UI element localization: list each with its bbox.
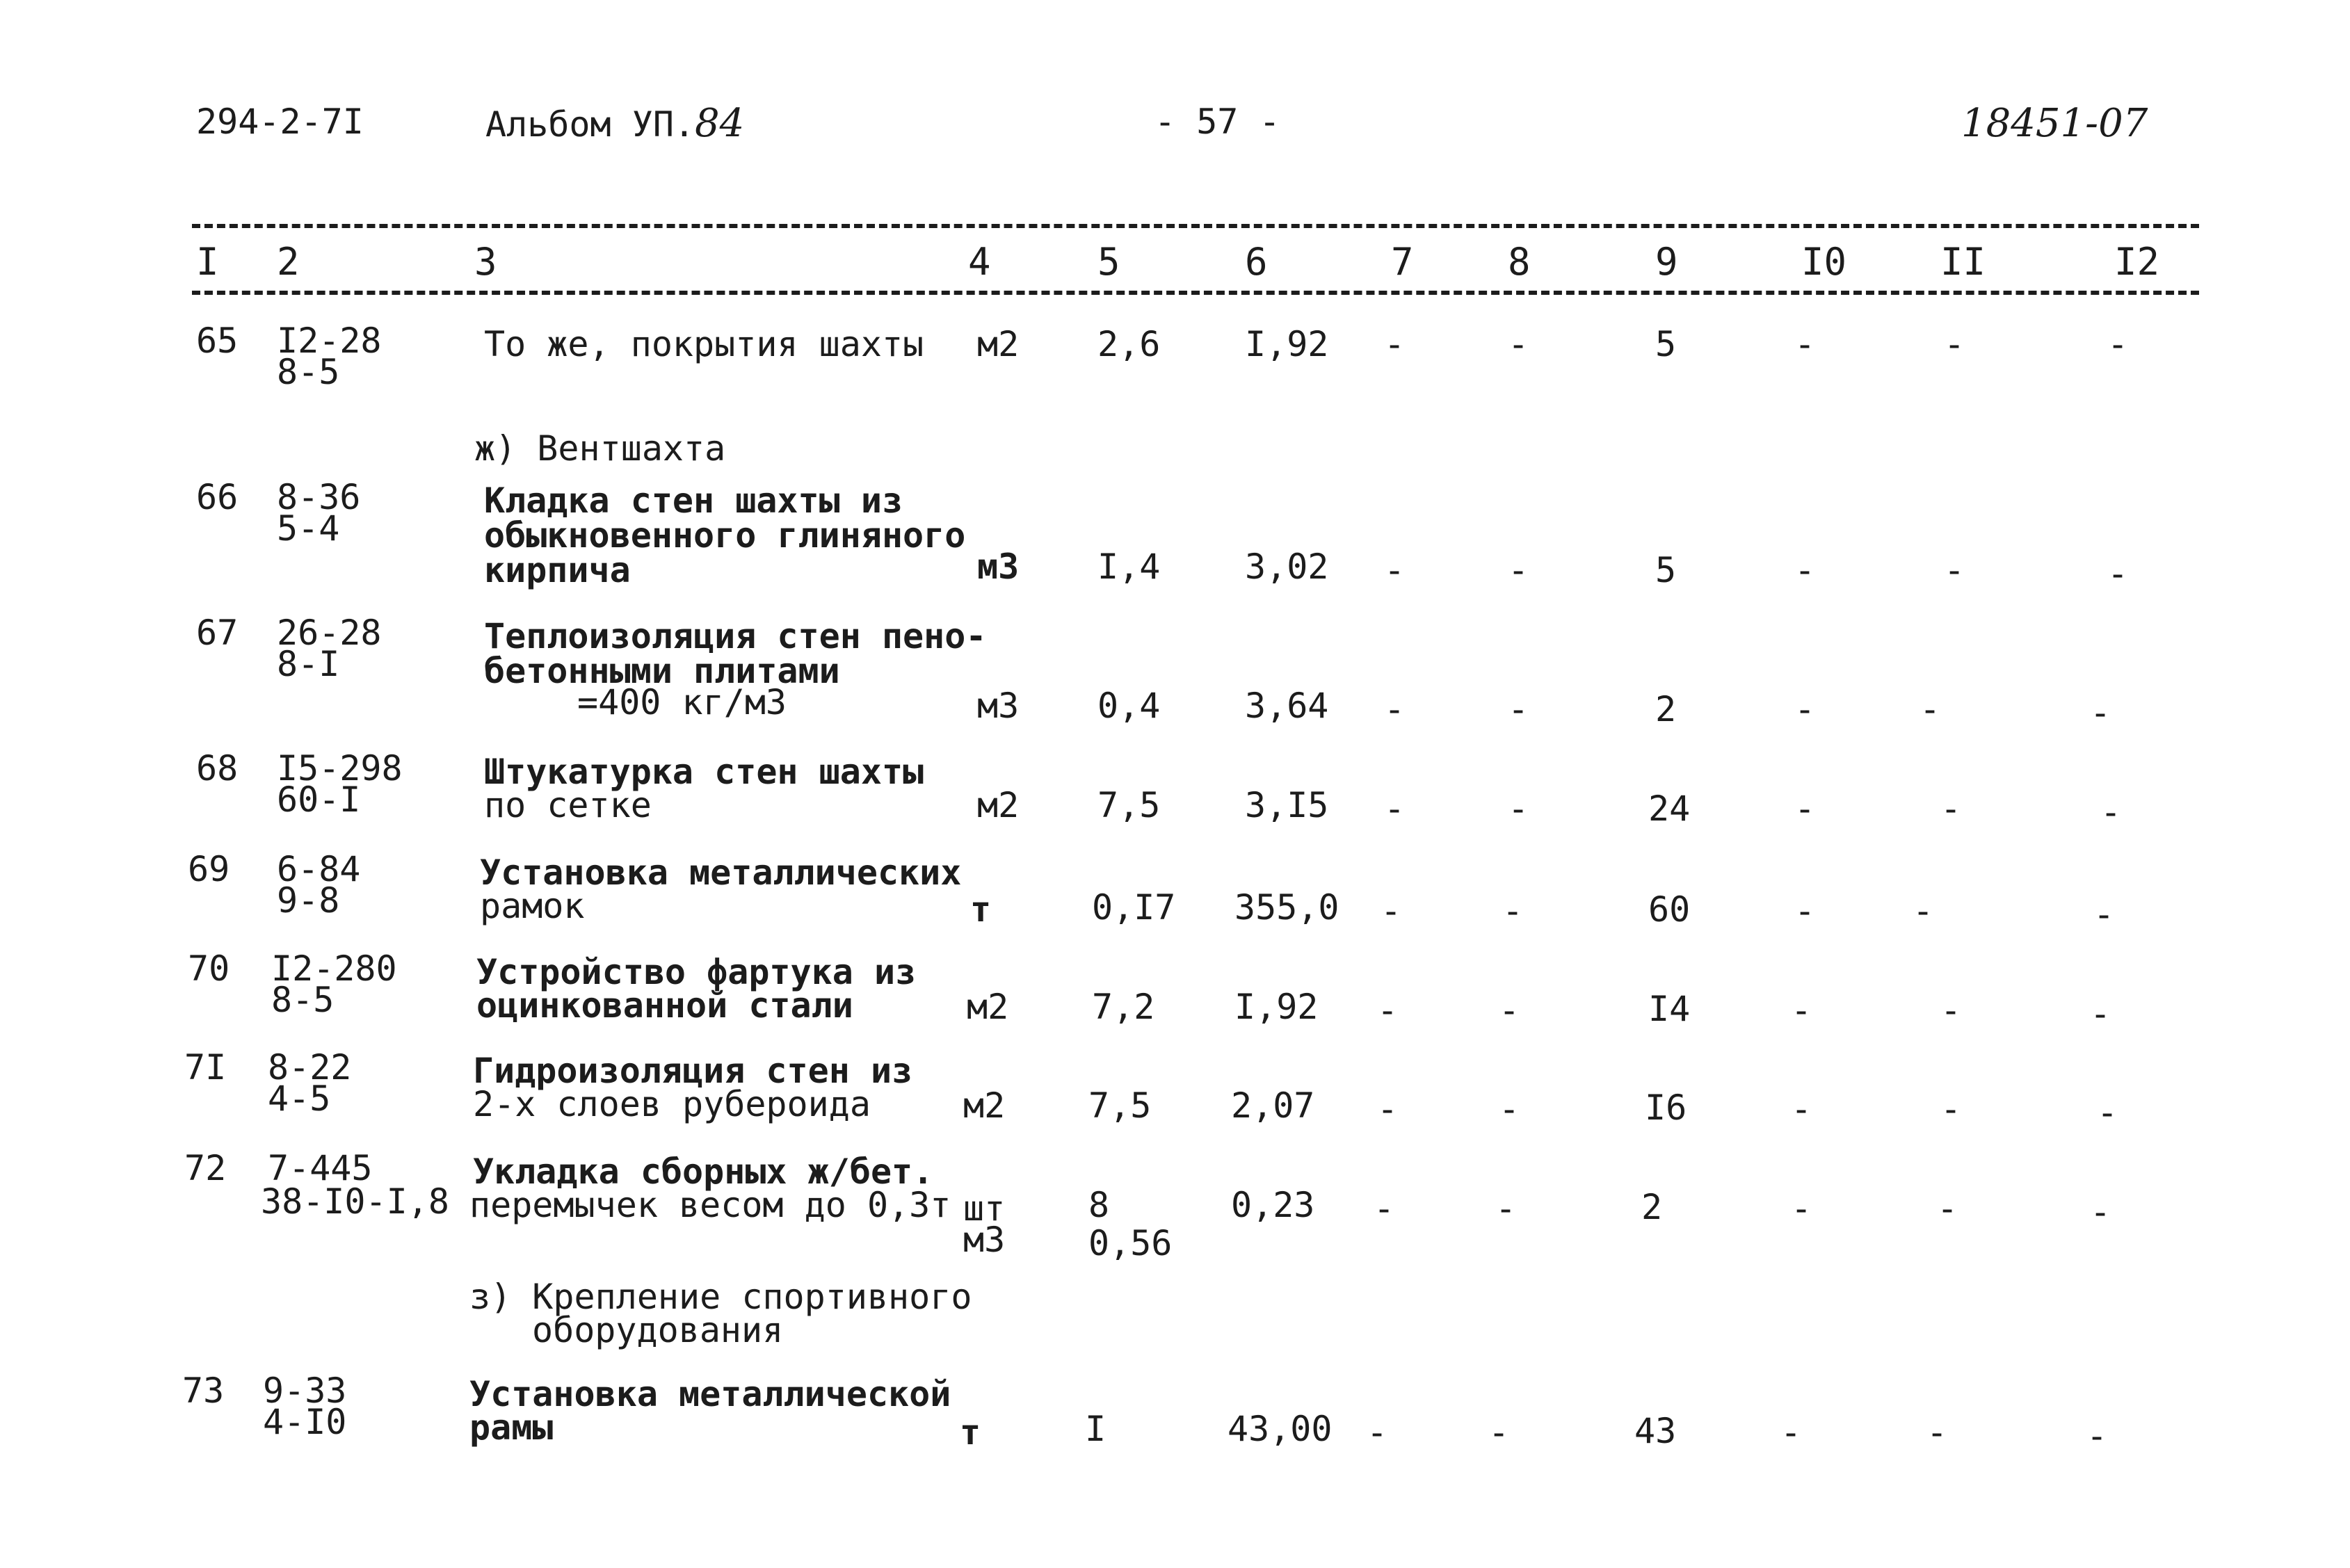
norm-code: 38-I0-I,8 <box>261 1181 449 1222</box>
col-12-value: - <box>2086 1416 2108 1456</box>
unit: м2 <box>963 1085 1006 1126</box>
col-8-value: - <box>1488 1412 1510 1453</box>
col-9-value: 24 <box>1648 789 1691 829</box>
col-header-5: 5 <box>1097 240 1120 284</box>
col-12-value: - <box>2097 1092 2118 1133</box>
col-6-value: 43,00 <box>1228 1409 1333 1449</box>
col-7-value: - <box>1384 324 1406 364</box>
col-10-value: - <box>1791 1188 1812 1229</box>
row-number: 73 <box>182 1371 225 1411</box>
col-7-value: - <box>1377 990 1399 1030</box>
col-12-value: - <box>2090 693 2111 733</box>
col-6-value: I,92 <box>1245 324 1329 364</box>
unit: м2 <box>977 785 1020 825</box>
norm-code: 6-84 <box>277 849 361 889</box>
norm-code: 4-I0 <box>263 1402 347 1442</box>
unit: м3 <box>977 686 1020 726</box>
norm-code: 8-22 <box>268 1047 352 1088</box>
col-9-value: 43 <box>1634 1411 1677 1451</box>
col-header-6: 6 <box>1245 240 1268 284</box>
quantity: I,4 <box>1097 547 1161 587</box>
doc-code: 294-2-7I <box>196 102 364 142</box>
col-11-value: - <box>1940 1089 1962 1129</box>
norm-code: 9-33 <box>263 1371 347 1411</box>
col-10-value: - <box>1780 1412 1802 1453</box>
col-12-value: - <box>2107 553 2129 594</box>
work-description: Кладка стен шахты из <box>484 480 903 521</box>
col-9-value: 2 <box>1641 1187 1663 1227</box>
section-heading-line2: оборудования <box>532 1310 784 1350</box>
col-8-value: - <box>1499 1089 1520 1129</box>
col-header-12: I2 <box>2114 240 2160 284</box>
album-title: Альбом УП. <box>485 104 695 145</box>
unit: м2 <box>967 987 1009 1027</box>
row-number: 68 <box>196 748 239 789</box>
unit: т <box>970 889 992 930</box>
col-7-value: - <box>1381 891 1402 931</box>
quantity: I <box>1085 1409 1106 1449</box>
col-11-value: - <box>1940 789 1962 829</box>
norm-code: 4-5 <box>268 1078 331 1119</box>
norm-code: I5-298 <box>277 748 403 789</box>
col-9-value: I4 <box>1648 989 1691 1029</box>
work-description: кирпича <box>484 550 631 590</box>
col-header-8: 8 <box>1508 240 1531 284</box>
section-heading: з) Крепление спортивного <box>469 1277 972 1317</box>
col-9-value: 60 <box>1648 889 1691 930</box>
col-12-value: - <box>2107 324 2129 364</box>
norm-code: 8-I <box>277 644 340 684</box>
work-description: Установка металлических <box>480 852 962 893</box>
col-header-3: 3 <box>474 240 497 284</box>
norm-code: I2-280 <box>271 948 397 989</box>
col-11-value: - <box>1926 1412 1948 1453</box>
col-11-value: - <box>1920 689 1941 729</box>
quantity: 7,2 <box>1092 987 1155 1027</box>
col-10-value: - <box>1794 789 1816 829</box>
row-number: 66 <box>196 477 239 517</box>
col-10-value: - <box>1794 324 1816 364</box>
table-top-rule <box>192 224 2199 228</box>
norm-code: 8-5 <box>277 352 340 392</box>
col-12-value: - <box>2090 994 2111 1034</box>
col-header-10: I0 <box>1801 240 1847 284</box>
work-description: бетонными плитами <box>484 651 840 691</box>
col-header-9: 9 <box>1655 240 1678 284</box>
col-7-value: - <box>1384 789 1406 829</box>
col-header-1: I <box>196 240 219 284</box>
reference-number: 18451-07 <box>1961 101 2148 146</box>
col-11-value: - <box>1937 1188 1958 1229</box>
quantity: 0,56 <box>1088 1223 1173 1263</box>
col-11-value: - <box>1944 324 1965 364</box>
col-10-value: - <box>1794 891 1816 931</box>
norm-code: 9-8 <box>277 880 340 921</box>
work-description: 2-х слоев рубероида <box>473 1084 871 1124</box>
norm-code: 8-5 <box>271 980 335 1020</box>
col-10-value: - <box>1791 990 1812 1030</box>
quantity: 0,4 <box>1097 686 1161 726</box>
col-6-value: I,92 <box>1234 987 1319 1027</box>
col-8-value: - <box>1508 689 1529 729</box>
work-description: Установка металлической <box>469 1374 951 1414</box>
quantity: 7,5 <box>1097 785 1161 825</box>
col-12-value: - <box>2090 1192 2111 1232</box>
col-6-value: 3,64 <box>1245 686 1329 726</box>
work-description: Устройство фартука из <box>476 952 917 992</box>
norm-code: 7-445 <box>268 1148 373 1188</box>
work-description: обыкновенного глиняного <box>484 515 966 556</box>
work-description: оцинкованной стали <box>476 985 853 1026</box>
col-10-value: - <box>1791 1089 1812 1129</box>
row-number: 70 <box>188 948 230 989</box>
quantity: 2,6 <box>1097 324 1161 364</box>
col-8-value: - <box>1508 550 1529 590</box>
col-7-value: - <box>1384 550 1406 590</box>
work-description: Теплоизоляция стен пено- <box>484 616 987 656</box>
col-6-value: 3,I5 <box>1245 785 1329 825</box>
col-6-value: 355,0 <box>1234 887 1339 928</box>
col-10-value: - <box>1794 689 1816 729</box>
col-header-7: 7 <box>1391 240 1414 284</box>
col-11-value: - <box>1913 891 1934 931</box>
norm-code: 60-I <box>277 779 361 820</box>
col-11-value: - <box>1944 550 1965 590</box>
col-8-value: - <box>1508 324 1529 364</box>
row-number: 65 <box>196 321 239 361</box>
work-description: Гидроизоляция стен из <box>473 1051 913 1091</box>
col-header-2: 2 <box>277 240 300 284</box>
work-description: =400 кг/м3 <box>577 682 787 722</box>
col-7-value: - <box>1377 1089 1399 1129</box>
col-12-value: - <box>2100 792 2122 832</box>
unit: м3 <box>963 1220 1006 1260</box>
norm-code: 5-4 <box>277 508 340 549</box>
col-10-value: - <box>1794 550 1816 590</box>
quantity: 0,I7 <box>1092 887 1176 928</box>
col-8-value: - <box>1508 789 1529 829</box>
quantity: 8 <box>1088 1185 1110 1225</box>
unit: м3 <box>977 547 1020 587</box>
work-description: перемычек весом до 0,3т <box>469 1185 951 1225</box>
col-9-value: I6 <box>1645 1088 1687 1128</box>
col-8-value: - <box>1495 1188 1517 1229</box>
row-number: 69 <box>188 849 230 889</box>
work-description: по сетке <box>484 785 652 825</box>
col-6-value: 2,07 <box>1231 1085 1315 1126</box>
col-9-value: 5 <box>1655 324 1677 364</box>
col-9-value: 2 <box>1655 689 1677 729</box>
quantity: 7,5 <box>1088 1085 1152 1126</box>
page-number: - 57 - <box>1154 102 1280 142</box>
col-7-value: - <box>1367 1412 1388 1453</box>
work-description: То же, покрытия шахты <box>484 324 924 364</box>
col-8-value: - <box>1499 990 1520 1030</box>
work-description: рамок <box>480 886 585 926</box>
section-heading: ж) Вентшахта <box>474 428 726 469</box>
col-7-value: - <box>1374 1188 1395 1229</box>
col-6-value: 0,23 <box>1231 1185 1315 1225</box>
col-8-value: - <box>1502 891 1524 931</box>
col-6-value: 3,02 <box>1245 547 1329 587</box>
col-9-value: 5 <box>1655 550 1677 590</box>
norm-code: 26-28 <box>277 613 382 653</box>
table-header-rule <box>192 291 2199 295</box>
col-header-11: II <box>1940 240 1986 284</box>
col-7-value: - <box>1384 689 1406 729</box>
row-number: 67 <box>196 613 239 653</box>
norm-code: I2-28 <box>277 321 382 361</box>
col-12-value: - <box>2093 894 2115 935</box>
unit: т <box>960 1412 981 1453</box>
col-11-value: - <box>1940 990 1962 1030</box>
work-description: рамы <box>469 1407 554 1448</box>
album-number: 84 <box>695 101 745 146</box>
col-header-4: 4 <box>968 240 991 284</box>
unit: м2 <box>977 324 1020 364</box>
album-label <box>485 101 745 146</box>
norm-code: 8-36 <box>277 477 361 517</box>
work-description: Укладка сборных ж/бет. <box>473 1151 934 1192</box>
work-description: Штукатурка стен шахты <box>484 752 924 792</box>
row-number: 72 <box>184 1148 227 1188</box>
unit: шт <box>963 1188 1006 1229</box>
row-number: 7I <box>184 1047 227 1088</box>
